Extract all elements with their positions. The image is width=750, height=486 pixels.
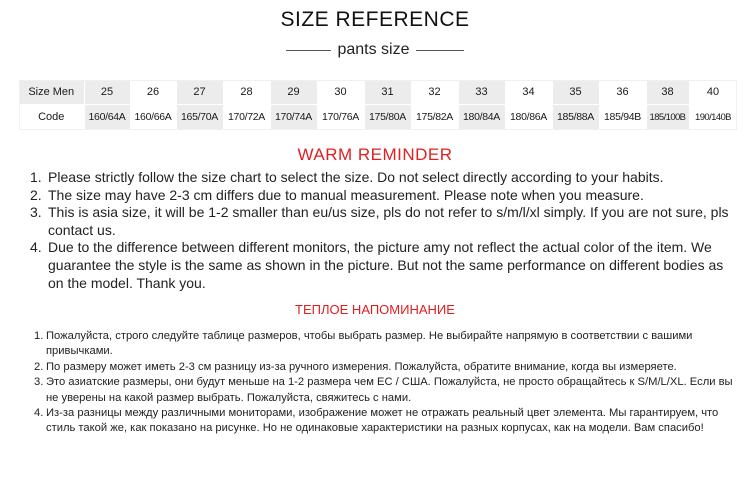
code-cell: 160/64A	[84, 105, 130, 130]
code-row	[19, 105, 737, 130]
size-cell: 35	[552, 80, 599, 105]
item-number: 3.	[30, 204, 42, 221]
size-cell: 29	[270, 80, 317, 105]
size-cell: 36	[599, 80, 646, 105]
size-cell: 32	[411, 80, 458, 105]
code-cell: 160/66A	[130, 105, 176, 130]
subtitle-divider-right	[416, 50, 464, 51]
code-cell: 170/72A	[223, 105, 270, 130]
size-cell: 30	[317, 80, 364, 105]
item-number: 2.	[34, 360, 44, 373]
size-cell: 28	[223, 80, 270, 105]
code-cell: 190/140B	[689, 105, 737, 130]
size-cell: 31	[364, 80, 411, 105]
code-cell: 185/88A	[552, 105, 599, 130]
page-title: SIZE REFERENCE	[280, 8, 470, 31]
size-row	[19, 80, 737, 105]
subtitle-row	[0, 40, 750, 60]
size-cell: 27	[176, 80, 223, 105]
item-text: Пожалуйста, строго следуйте таблице размеров, чтобы выбрать размер. Не выбирайте напрямую в соответствии с вашими привычками.	[46, 330, 693, 358]
list-item	[30, 169, 730, 187]
list-item	[30, 187, 730, 205]
list-item	[34, 375, 734, 406]
item-number: 1.	[30, 169, 42, 185]
size-cell: 34	[505, 80, 552, 105]
ru-reminder-title: ТЕПЛОЕ НАПОМИНАНИЕ	[295, 302, 455, 317]
item-text: Из-за разницы между различными мониторами, изображение может не отражать реальный цвет элемента. Мы гарантируем, что стиль такой же, как показано на рисунке. Но не одинаковые характеристики на разных корпусах, как на модели. Вам спасибо!	[46, 407, 719, 435]
size-cell: 33	[458, 80, 505, 105]
code-cell: 180/84A	[458, 105, 505, 130]
code-cell: 185/100B	[646, 105, 689, 130]
code-cell: 165/70A	[176, 105, 223, 130]
code-cell: 175/82A	[411, 105, 458, 130]
list-item	[30, 204, 730, 239]
list-item	[34, 360, 734, 375]
subtitle-divider-left	[286, 50, 331, 51]
page-subtitle: pants size	[337, 41, 410, 58]
item-number: 1.	[34, 330, 44, 342]
item-number: 2.	[30, 186, 42, 203]
list-item	[34, 329, 734, 360]
item-number: 4.	[34, 407, 44, 420]
list-item	[34, 406, 734, 437]
code-cell: 175/80A	[364, 105, 411, 130]
size-chart-table	[19, 80, 738, 129]
item-text: Due to the difference between different monitors, the picture amy not reflect the actual color of the item. We guarantee the style is the same as shown in the picture. But not the same performance on different bodies as on the model. Thank you.	[48, 239, 724, 291]
code-cell: 170/76A	[317, 105, 364, 130]
row-label-size: Size Men	[19, 80, 84, 105]
item-number: 4.	[30, 239, 42, 256]
warm-reminder-list	[30, 169, 730, 292]
warm-reminder-title: WARM REMINDER	[297, 145, 453, 164]
item-text: Это азиатские размеры, они будут меньше на 1-2 размера чем ЕС / США. Пожалуйста, не просто обращайтесь к S/M/L/XL. Если вы не уверены на какой размер выбрать. Пожалуйста, свяжитесь с нами.	[46, 376, 733, 404]
item-number: 3.	[34, 376, 44, 389]
code-cell: 185/94B	[599, 105, 646, 130]
item-text: Please strictly follow the size chart to select the size. Do not select directly according to your habits.	[48, 169, 664, 185]
item-text: This is asia size, it will be 1-2 smaller than eu/us size, pls do not refer to s/m/l/xl simply. If you are not sure, pls contact us.	[48, 204, 729, 238]
code-cell: 170/74A	[270, 105, 317, 130]
list-item	[30, 239, 730, 292]
item-text: По размеру может иметь 2-3 см разницу из-за ручного измерения. Пожалуйста, обратите внимание, когда вы измеряете.	[46, 360, 677, 373]
ru-reminder-list	[34, 329, 734, 437]
row-label-code: Code	[19, 105, 84, 130]
size-cell: 40	[689, 80, 737, 105]
size-cell: 25	[84, 80, 130, 105]
size-cell: 38	[646, 80, 689, 105]
code-cell: 180/86A	[505, 105, 552, 130]
size-cell: 26	[130, 80, 176, 105]
item-text: The size may have 2-3 cm differs due to manual measurement. Please note when you measure.	[48, 186, 644, 203]
